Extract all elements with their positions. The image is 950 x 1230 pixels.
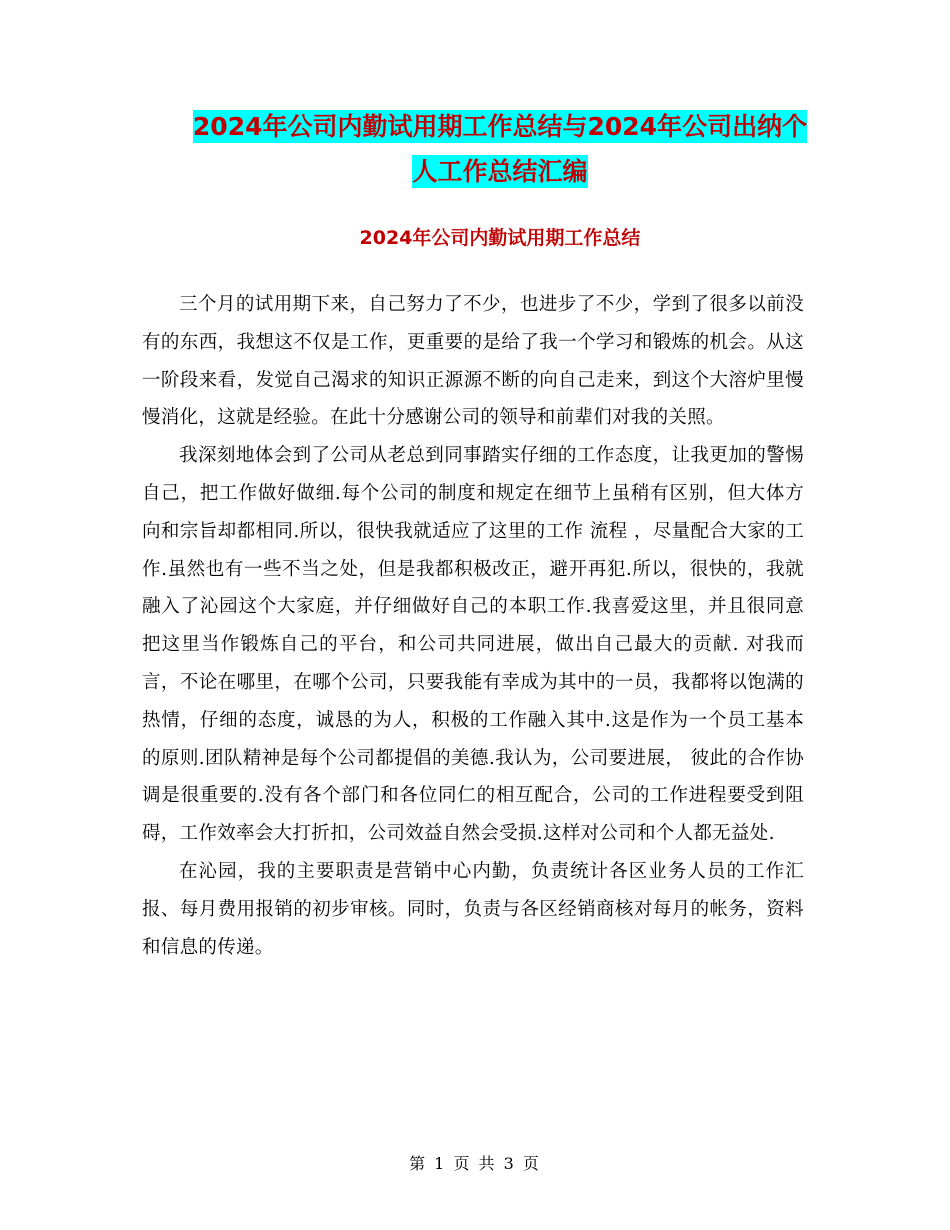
page-footer: 第 1 页 共 3 页 [409,1154,541,1173]
paragraph-3: 在沁园，我的主要职责是营销中心内勤，负责统计各区业务人员的工作汇报、每月费用报销的初步审核。同时，负责与各区经销商核对每月的帐务，资料和信息的传递。 [142,860,804,958]
body-text [142,286,804,966]
paragraph-1: 三个月的试用期下来，自己努力了不少，也进步了不少，学到了很多以前没有的东西，我想这不仅是工作，更重要的是给了我一个学习和锻炼的机会。从这一阶段来看，发觉自己渴求的知识正源源不断的向自己走来，到这个大溶炉里慢慢消化，这就是经验。在此十分感谢公司的领导和前辈们对我的关照。 [142,294,804,429]
paragraph-2: 我深刻地体会到了公司从老总到同事踏实仔细的工作态度，让我更加的警惕自己，把工作做好做细.每个公司的制度和规定在细节上虽稍有区别，但大体方向和宗旨却都相同.所以，很快我就适应了这里的工作 流程 ，尽量配合大家的工作.虽然也有一些不当之处，但是我都积极改正，避开再犯.所以，很快的，我就融入了沁园这个大家庭，并仔细做好自己的本职工作.我喜爱这里，并且很同意把这里当作锻炼自己的平台，和公司共同进展，做出自己最大的贡献. 对我而言，不论在哪里，在哪个公司，只要我能有幸成为其中的一员，我都将以饱满的热情，仔细的态度，诚恳的为人，积极的工作融入其中.这是作为一个员工基本的原则.团队精神是每个公司都提倡的美德.我认为，公司要进展， 彼此的合作协调是很重要的.没有各个部门和各位同仁的相互配合，公司的工作进程要受到阻碍，工作效率会大打折扣，公司效益自然会受损.这样对公司和个人都无益处. [142,445,804,845]
document-title-line-2: 人工作总结汇编 [412,157,588,186]
document-title-line-1: 2024年公司内勤试用期工作总结与2024年公司出纳个 [192,112,808,141]
document-title [140,104,860,194]
section-title: 2024年公司内勤试用期工作总结 [359,227,641,249]
